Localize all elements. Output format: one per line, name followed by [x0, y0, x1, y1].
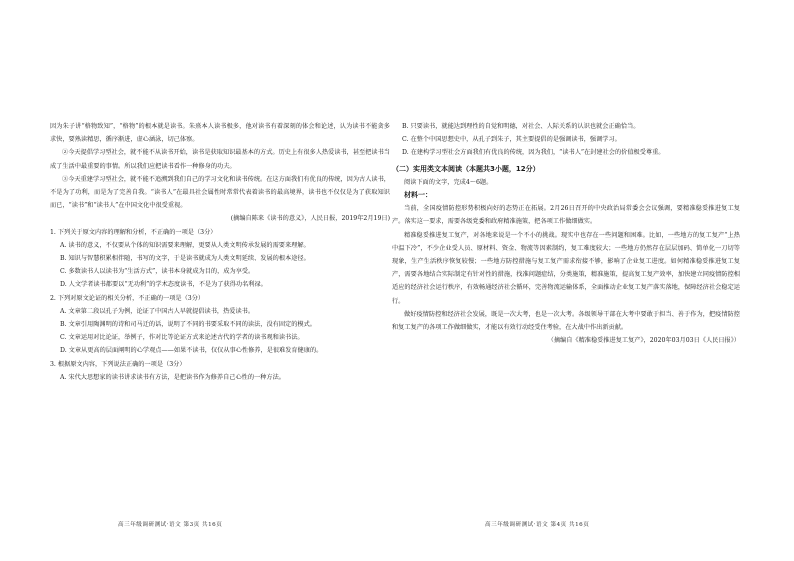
paragraph: 因为朱子讲“格物致知”，“格物”的根本就是读书。朱熹本人读书极多，他对读书有着深刻的体会和论述，认为读书不能贪多求快，要熟读精思，循序渐进，虚心涵泳，切己体察。 — [50, 123, 390, 144]
question-2: 2. 下列对原文论证的相关分析，不正确的一项是（3分） — [50, 294, 205, 302]
page-footer: 高三年级调研测试·语文 第3页 共16页 — [118, 522, 223, 528]
source-note: (摘编自陈来《读书的意义》，人民日报，2019年2月19日) — [230, 215, 390, 223]
option-a: A. 读书的意义，不仅要从个体的知识需要来理解，更要从人类文明传承发展的需要来理解。 — [60, 241, 310, 249]
question-1: 1. 下列关于原文内容的理解和分析，不正确的一项是（3分） — [50, 228, 217, 236]
option-b: B. 只要读书，就能达到理性的自觉和明德，对社会、人际关系的认识也就会正确恰当。 — [402, 123, 640, 130]
material-label: 材料一： — [404, 191, 432, 200]
left-page — [50, 120, 390, 384]
option-d: D. 在建构学习型社会方面我们有优良的传统，因为我们，“读书人”在封建社会的价值极受尊重。 — [402, 149, 665, 157]
option-b: B. 文章引用陶渊明的诗和司马迁的话，说明了不同的书要采取不同的读法，没有固定的模式。 — [60, 321, 316, 329]
source-note: （摘编自《精准稳妥推进复工复产》，2020年03月03日《人民日报》） — [547, 337, 740, 345]
paragraph: ③今天重建学习型社会，就不能不追溯到我们自己的学习文化和读书传统。在这方面我们有优良的传统，因为古人读书，不是为了功利，而是为了完善自我。“读书人”在最具社会属性时常常代表着读书的最高境界，读书也不仅仅是为了获取知识而已，“读书”和“读书人”在中国文化中很受重视。 — [50, 175, 390, 210]
question-3: 3. 根据原文内容，下列说法正确的一项是（3分） — [50, 360, 186, 368]
paragraph: 精准稳妥推进复工复产，对各地来说是一个不小的挑战。现实中也存在一些问题和困难。比如，一些地方的复工复产“上热中温下冷”，不少企业受人员、原材料、资金、物流等因素制约，复工难度较大；一些地方仍然存在层层加码、简单化一刀切等现象，生产生活秩序恢复较慢；一些地方防控措施与复工复产需求衔接不够，影响了企业复工进度。如何精准稳妥推进复工复产，需要各地结合实际制定有针对性的措施，找准问题症结，分类施策，精准施策，提高复工复产效率，加快建立同疫情防控相适应的经济社会运行秩序，有效畅通经济社会循环，完善物流运输体系，全面推动企业复工复产落实落地，保障经济社会稳定运行。 — [392, 231, 740, 305]
option-b: B. 知识与智慧积累相伴随，书写的文字，于是读书就成为人类文明延续、发展的根本途径。 — [60, 255, 310, 263]
page-footer: 高三年级调研测试·语文 第4页 共16页 — [485, 522, 590, 528]
instructions: 阅读下面的文字，完成4～6题。 — [404, 178, 493, 186]
paragraph: 当前，全国疫情防控形势积极向好的态势正在拓展。2月26日召开的中央政治局常委会会议强调，要精准稳妥推进复工复产。落实这一要求，需要各级党委和政府精准施策，把各项工作做细做实。 — [392, 205, 740, 226]
section-title: （二）实用类文本阅读（本题共3小题，12分） — [392, 164, 540, 173]
option-d: D. 人文学者读书都要以“无功利”的学术态度读书，不是为了获得功名利禄。 — [60, 281, 267, 289]
paragraph: 做好疫情防控和经济社会发展，既是一次大考，也是一次大考。各级领导干部在大考中要敢于担当、善于作为，把疫情防控和复工复产的各项工作做细做实，才能以有效行动经受住考验，在大战中作出新贡献。 — [392, 310, 740, 332]
option-d: D. 文章从更高的层面阐明的心学观点——如果不读书，仅仅从事心性修养，是很难发育健康的。 — [60, 347, 323, 355]
option-a: A. 宋代大思想家的读书讲求读书有方法，是把读书作为修养自己心性的一种方法。 — [60, 373, 285, 381]
option-a: A. 文章第二段以孔子为例，论证了中国古人早就提倡读书，热爱读书。 — [60, 307, 255, 315]
option-c: C. 多数读书人以读书为“生活方式”，读书本身就成为目的，成为享受。 — [60, 268, 255, 276]
paragraph: ②今天提倡学习型社会，就不能不从读书开始，读书是获取知识最基本的方式。历史上有很多人热爱读书，甚至把读书当成了生活中最重要的事情。所以我们应把读书看作一种修身的功夫。 — [50, 149, 390, 170]
option-c: C. 在整个中国思想史中，从孔子到朱子，其主要提倡的是强调读书，强调学习。 — [402, 136, 621, 144]
right-page — [392, 120, 740, 347]
option-c: C. 文章运用对比论证，举例子，作对比等论证方式来论述古代的学者的读书观和读书法。 — [60, 334, 304, 342]
